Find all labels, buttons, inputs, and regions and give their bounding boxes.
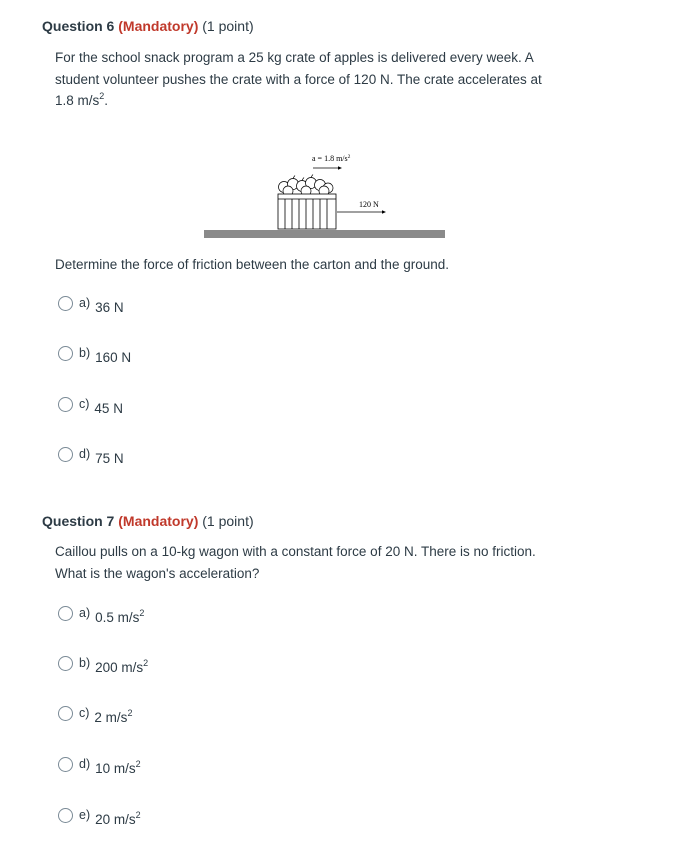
question-6-mandatory: (Mandatory) — [118, 18, 199, 34]
radio-button[interactable] — [58, 447, 73, 462]
prompt-text: . — [104, 93, 109, 108]
question-6-points: (1 point) — [202, 18, 254, 34]
question-7-title: Question 7 — [42, 513, 115, 529]
q7-choice-c[interactable] — [58, 706, 132, 730]
choice-letter: c) — [79, 397, 90, 411]
apples-image — [279, 175, 334, 197]
question-7-prompt — [55, 541, 655, 584]
choice-letter: e) — [79, 808, 91, 822]
question-6-title: Question 6 — [42, 18, 115, 34]
radio-button[interactable] — [58, 296, 73, 311]
prompt-text: 1.8 m/s — [55, 93, 100, 108]
q7-choice-b[interactable] — [58, 656, 148, 680]
radio-button[interactable] — [58, 706, 73, 721]
q7-choice-e[interactable] — [58, 808, 141, 832]
choice-text: 75 N — [95, 451, 124, 466]
choice-text: 45 N — [94, 401, 123, 416]
q7-choice-a[interactable] — [58, 606, 144, 630]
radio-button[interactable] — [58, 808, 73, 823]
crate-diagram — [200, 150, 450, 242]
prompt-line — [55, 90, 655, 112]
choice-text: 20 $m/s^2$ — [95, 810, 141, 827]
question-6-instruction: Determine the force of friction between the carton and the ground. — [55, 257, 449, 272]
ground-surface — [204, 230, 445, 238]
prompt-superscript: 2 — [99, 91, 105, 101]
q7-choice-d[interactable] — [58, 757, 141, 781]
radio-button[interactable] — [58, 397, 73, 412]
radio-button[interactable] — [58, 346, 73, 361]
force-arrow — [337, 210, 386, 214]
choice-text: 2 $m/s^2$ — [94, 708, 133, 725]
prompt-line: What is the wagon's acceleration? — [55, 565, 260, 581]
radio-button[interactable] — [58, 656, 73, 671]
prompt-line: Caillou pulls on a 10-kg wagon with a constant force of 20 N. There is no friction. — [55, 544, 536, 559]
question-6-header — [42, 18, 254, 34]
question-7-mandatory: (Mandatory) — [118, 513, 199, 529]
choice-letter: d) — [79, 447, 91, 461]
acceleration-label: a = 1.8 $m/s^2$ — [312, 154, 351, 163]
choice-text: 160 N — [95, 350, 132, 365]
prompt-line: For the school snack program a 25 kg crate of apples is delivered every week. A — [55, 50, 534, 65]
choice-text: 0.5 $m/s^2$ — [95, 608, 145, 625]
radio-button[interactable] — [58, 757, 73, 772]
choice-letter: b) — [79, 346, 91, 360]
question-7-header — [42, 513, 254, 529]
choice-text: 10 $m/s^2$ — [95, 759, 141, 776]
choice-letter: a) — [79, 606, 91, 620]
choice-letter: d) — [79, 757, 91, 771]
q6-choice-d[interactable] — [58, 447, 124, 471]
acceleration-arrow — [313, 166, 342, 170]
q6-choice-c[interactable] — [58, 397, 123, 421]
choice-letter: c) — [79, 706, 90, 720]
question-6-prompt — [55, 47, 655, 112]
force-label: 120 N — [359, 200, 379, 209]
choice-text: 36 N — [95, 300, 124, 315]
choice-letter: a) — [79, 296, 91, 310]
prompt-line: student volunteer pushes the crate with a force of 120 N. The crate accelerates at — [55, 71, 542, 87]
choice-text: 200 $m/s^2$ — [95, 658, 149, 675]
q6-choice-a[interactable] — [58, 296, 124, 320]
q6-choice-b[interactable] — [58, 346, 131, 370]
question-7-points: (1 point) — [202, 513, 254, 529]
choice-letter: b) — [79, 656, 91, 670]
crate-image — [278, 194, 336, 229]
radio-button[interactable] — [58, 606, 73, 621]
